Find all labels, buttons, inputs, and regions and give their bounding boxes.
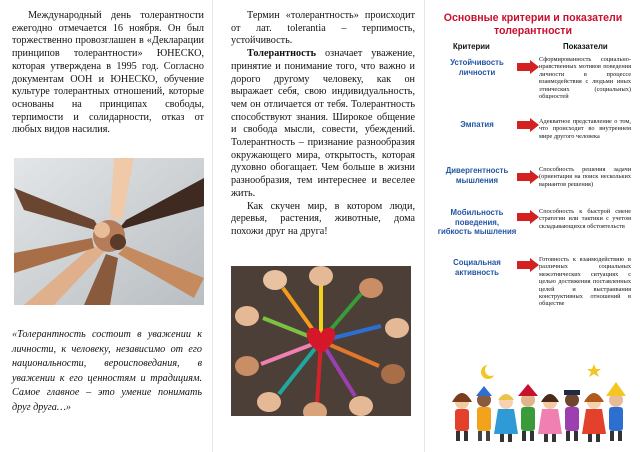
criterion-label: Мобильность поведения, гибкость мышления <box>437 208 517 237</box>
term-paragraph: Термин «толерантность» происходит от лат. tolerantia – терпимость, устойчивость. <box>231 10 415 47</box>
arrow-right-icon <box>517 258 539 272</box>
indicator-text: Сформированность социально-нравственных мотивов поведения личности в процессе взаимодействия с людьми иных этнических (социальных) общностей <box>539 56 631 101</box>
tolerance-quote: «Толерантность состоит в уважении к личности, к человеку, независимо от его национальности, вероисповедания, в уважении к его ценностям и традициям. Самое главное – это умение понимать друг друга…» <box>12 329 202 413</box>
criterion-label: Устойчивость личности <box>450 58 504 77</box>
indicator-text: Готовность к взаимодействию в различных социальных межэтнических ситуациях с целью достижения поставленных целей и выстраивания конструктивных отношений в обществе <box>539 256 631 308</box>
arrow-right-icon <box>517 170 539 184</box>
definition-body: означает уважение, принятие и понимание того, что важно и дорого другому человеку, как он выражает себя, свою индивидуальность, чем он отличается от тебя. Толерантность способствуют знания. Широкое общение и свобода мысли, совести, убеждений. Толерантность – признание разнообразия окружающего мира, открытость, которая духовно обогащает. Чем больше в жизни разнообразия, тем интереснее и веселее жить. <box>231 48 415 199</box>
criterion-label: Социальная активность <box>453 258 501 277</box>
arrow-right-icon <box>517 118 539 132</box>
palms-circle-illustration <box>231 266 411 416</box>
linked-hands-photo <box>14 158 204 305</box>
indicator-text: Адекватное представление о том, что происходит во внутреннем мире другого человека <box>539 118 631 140</box>
moon-icon <box>481 364 497 379</box>
palms-heart-photo <box>231 266 411 416</box>
indicators-header: Показатели <box>563 42 608 51</box>
criteria-title: Основные критерии и показатели толерантности <box>443 12 623 37</box>
arrow-right-icon <box>517 60 539 74</box>
indicator-text: Способность решения задачи (ориентация на поиск нескольких вариантов решения) <box>539 166 631 188</box>
star-icon <box>587 364 601 377</box>
definition-paragraph <box>231 48 415 200</box>
criterion-label: Эмпатия <box>460 120 494 129</box>
criterion-label: Дивергентность мышления <box>445 166 509 185</box>
intro-text <box>12 10 204 137</box>
linked-hands-illustration <box>14 158 204 305</box>
kids-group <box>452 382 626 442</box>
children-of-world-illustration <box>448 362 632 448</box>
definition-term: Толерантность <box>247 48 317 60</box>
arrow-right-icon <box>517 210 539 224</box>
left-panel <box>0 0 212 452</box>
closing-paragraph: Как скучен мир, в котором люди, деревья, растения, животные, дома похожи друг на друга! <box>231 200 415 237</box>
criteria-header: Критерии <box>453 42 490 51</box>
intro-paragraph: Международный день толерантности ежегодно отмечается 16 ноября. Он был торжественно провозглашен в «Декларации принципов толерантности» ЮНЕСКО, которая утверждена в 1995 год. Согласно документам ООН и ЮНЕСКО, обучение культуре толерантных отношений, которые основаны на принципах свободы, терпимости и солидарности, отказ от любых видов насилия. <box>12 10 204 136</box>
definition-text <box>231 10 415 239</box>
indicator-text: Способность к быстрой смене стратегии или тактики с учетом складывающихся обстоятельств <box>539 208 631 230</box>
middle-panel <box>212 0 424 452</box>
